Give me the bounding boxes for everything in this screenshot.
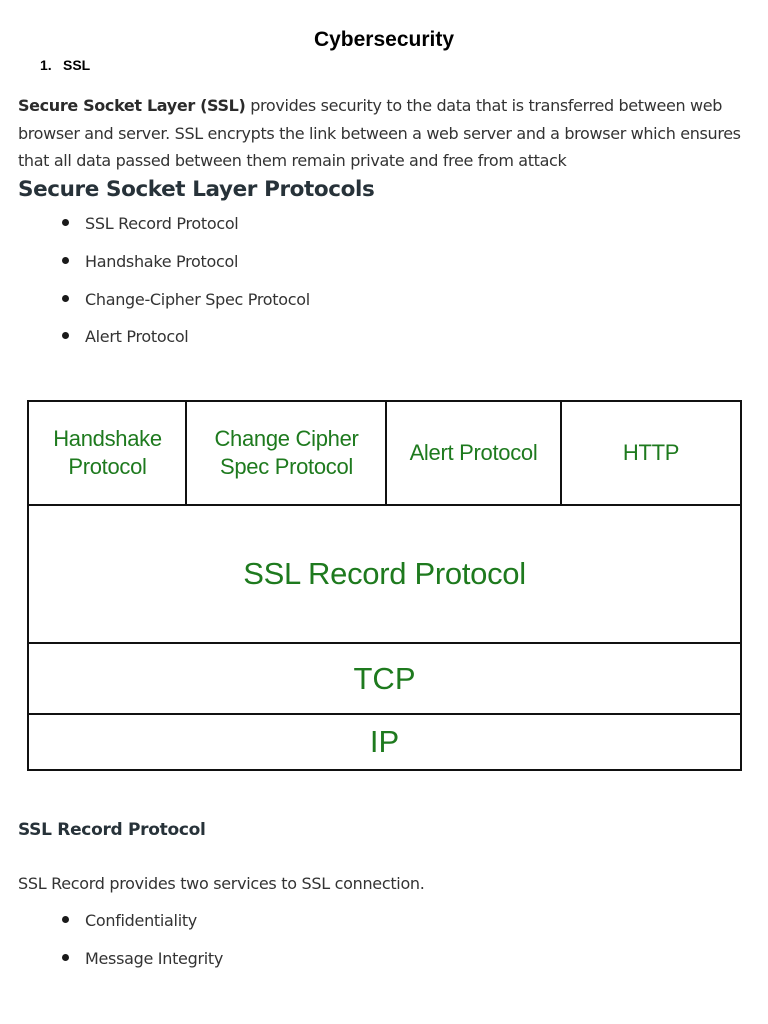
divider (385, 402, 387, 504)
intro-bold-term: Secure Socket Layer (SSL) (18, 96, 246, 115)
list-item: Message Integrity (62, 949, 223, 968)
bullet-icon (62, 295, 69, 302)
divider (185, 402, 187, 504)
numbered-list-item (40, 57, 90, 73)
ssl-protocol-stack-diagram (27, 400, 742, 771)
ssl-record-protocol-box: SSL Record Protocol (243, 556, 526, 591)
bullet-icon (62, 332, 69, 339)
bullet-icon (62, 954, 69, 961)
record-protocol-heading: SSL Record Protocol (18, 820, 206, 840)
tcp-box: TCP (353, 660, 416, 696)
list-item: Handshake Protocol (62, 252, 238, 271)
bullet-icon (62, 219, 69, 226)
list-number: 1. (40, 57, 52, 73)
list-item: Alert Protocol (62, 327, 188, 346)
handshake-protocol-box: Handshake Protocol (53, 426, 162, 479)
bullet-icon (62, 916, 69, 923)
record-paragraph: SSL Record provides two services to SSL connection. (18, 874, 425, 893)
protocols-heading: Secure Socket Layer Protocols (18, 177, 375, 202)
http-box: HTTP (622, 440, 680, 465)
document-title: Cybersecurity (313, 28, 455, 51)
bullet-icon (62, 257, 69, 264)
alert-protocol-box: Alert Protocol (409, 440, 538, 465)
ip-box: IP (369, 724, 400, 759)
divider (560, 402, 562, 504)
list-item: SSL Record Protocol (62, 214, 238, 233)
intro-text: provides security to the data that is transferred between web browser and server. SSL encrypts the link between a web server and a browser which ensures that all data passed between them remain private and free from attack (18, 96, 741, 170)
list-item: Change-Cipher Spec Protocol (62, 290, 310, 309)
list-item-label: SSL (63, 57, 91, 73)
intro-paragraph (18, 92, 753, 175)
list-item: Confidentiality (62, 911, 197, 930)
change-cipher-spec-box: Change Cipher Spec Protocol (214, 426, 359, 479)
